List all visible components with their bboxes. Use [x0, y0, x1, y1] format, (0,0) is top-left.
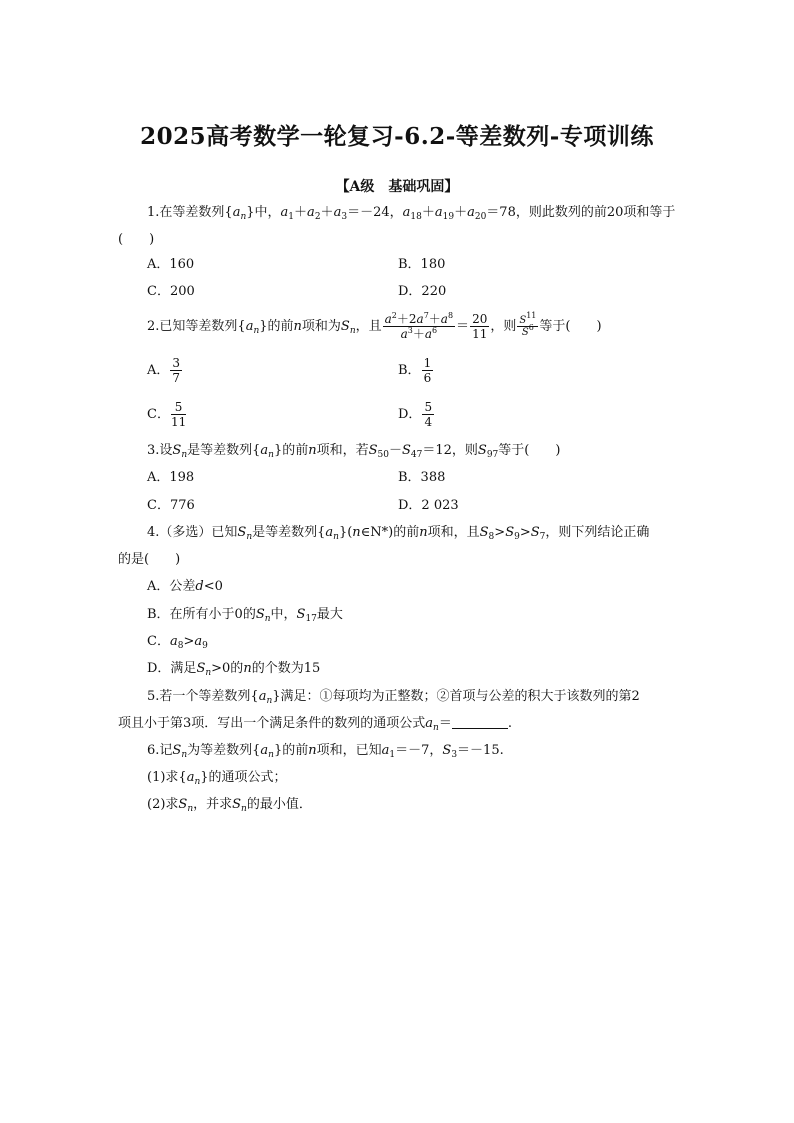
q3-option-a: A．198	[147, 470, 195, 485]
q4-option-a: A．公差d<0	[147, 579, 223, 594]
q3-option-d: D．2 023	[398, 498, 459, 513]
q1-option-a: A．160	[147, 257, 195, 272]
question-6-part-1: (1)求$\{a_n\}$的通项公式；	[147, 770, 287, 787]
q4-option-b: B．在所有小于0的$S_n$中，$S_{17}$最大	[147, 607, 343, 624]
q3-option-b: B．388	[398, 470, 446, 485]
question-5: 5.若一个等差数列$\{a_n\}$满足：①每项均为正整数；②首项与公差的积大于该数列的第2	[147, 689, 640, 706]
q1-option-b: B．180	[398, 257, 446, 272]
question-5-cont: 项且小于第3项．写出一个满足条件的数列的通项公式$a_n=$ .	[118, 716, 512, 733]
question-3: 3.设$S_n$是等差数列$\{a_n\}$的前n项和，若$S_{50}-S_{47}=12$，则$S_{97}$等于( )	[147, 443, 561, 460]
question-6: 6.记$S_n$为等差数列$\{a_n\}$的前n项和，已知$a_1=-7$，$S_3=-15$.	[147, 743, 504, 760]
q2-option-d: D． $\frac{5}{4}$	[398, 400, 433, 429]
q1-option-c: C．200	[147, 284, 195, 299]
question-1: 1.在等差数列$\{a_n\}$中，$a_1+a_2+a_3=-24$，$a_{18}+a_{19}+a_{20}=78$，则此数列的前20项和等于	[147, 205, 676, 222]
q2-option-a: A． $\frac{3}{7}$	[147, 356, 181, 385]
q3-option-c: C．776	[147, 498, 195, 513]
q1-option-d: D．220	[398, 284, 447, 299]
q4-option-d: D．满足$S_n>0$的n的个数为15	[147, 661, 321, 678]
section-heading: 【A级 基础巩固】	[335, 179, 459, 195]
answer-blank[interactable]	[452, 716, 508, 729]
question-4: 4.（多选）已知$S_n$是等差数列$\{a_n\}(n\in N*)$的前n项和，且$S_8>S_9>S_7$，则下列结论正确	[147, 525, 650, 542]
q4-option-c: C．$a_8>a_9$	[147, 634, 208, 651]
question-1-cont: ( )	[118, 232, 155, 247]
question-4-cont: 的是( )	[118, 552, 181, 567]
question-2: 2.已知等差数列$\{a_n\}$的前n项和为$S_n$，且 $\frac{a^2+2a^7+a^8}{a^3+a^6}$ ＝ $\frac{20}{11}$ ，则 $\frac{S^{11}}{S^6}$ 等于( )	[147, 311, 602, 341]
q2-option-c: C． $\frac{5}{11}$	[147, 400, 187, 429]
q2-option-b: B． $\frac{1}{6}$	[398, 356, 432, 385]
page-title: 2025高考数学一轮复习-6.2-等差数列-专项训练	[140, 123, 654, 150]
question-6-part-2: (2)求$S_n$，并求$S_n$的最小值．	[147, 797, 312, 814]
